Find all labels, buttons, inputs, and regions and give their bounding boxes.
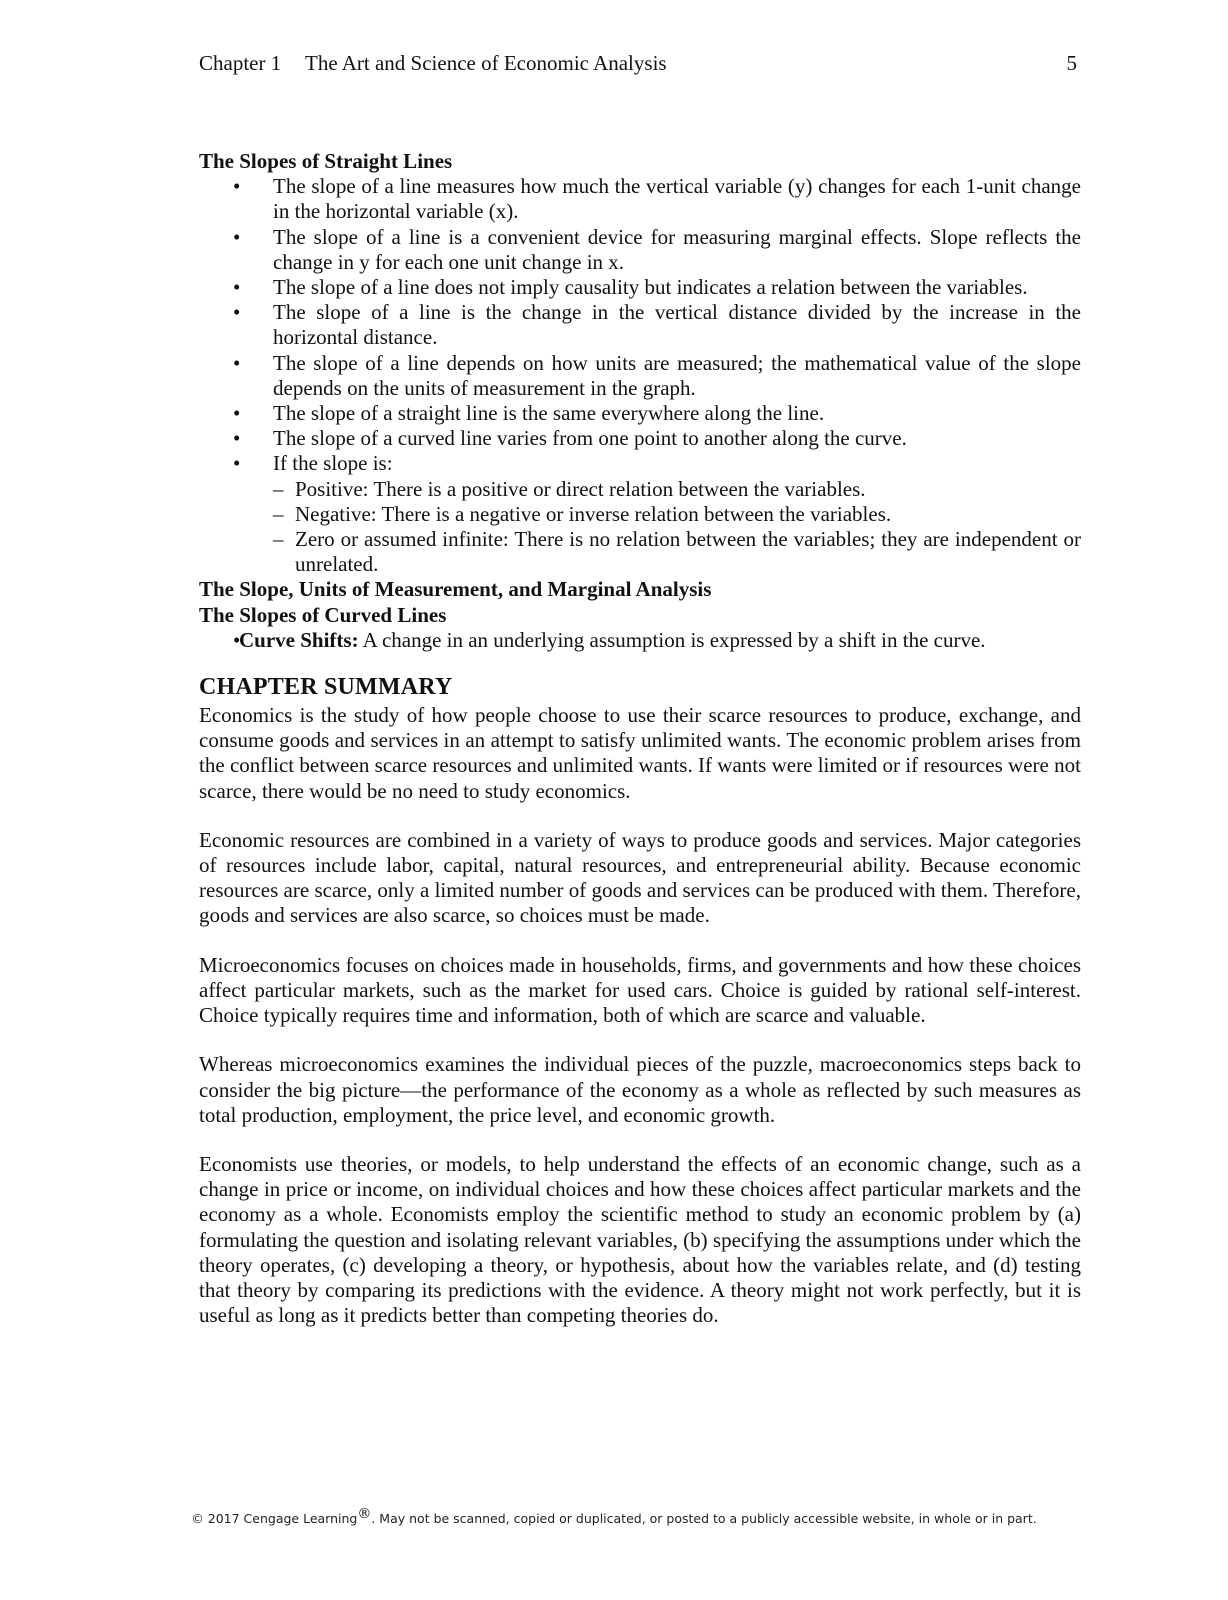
sub-list-item bbox=[199, 502, 1081, 527]
straight-lines-list bbox=[199, 174, 1081, 476]
list-item-text: The slope of a line is a convenient device for measuring marginal effects. Slope reflects the change in y for each one unit change in x. bbox=[273, 224, 1081, 274]
list-item bbox=[199, 300, 1081, 350]
list-item bbox=[199, 451, 1081, 476]
chapter-number: Chapter 1 bbox=[199, 51, 282, 75]
slope-sign-sublist bbox=[199, 477, 1081, 578]
summary-paragraph: Economics is the study of how people choose to use their scarce resources to produce, exchange, and consume goods and services in an attempt to satisfy unlimited wants. The economic problem arises from the conflict between scarce resources and unlimited wants. If wants were limited or if resources were not scarce, there would be no need to study economics. bbox=[199, 703, 1081, 803]
curve-shifts-text: A change in an underlying assumption is expressed by a shift in the curve. bbox=[358, 627, 986, 652]
curve-shifts-item bbox=[199, 628, 1081, 653]
summary-paragraph: Whereas microeconomics examines the individual pieces of the puzzle, macroeconomics steps back to consider the big picture—the performance of the economy as a whole as reflected by such measures as total production, employment, the price level, and economic growth. bbox=[199, 1052, 1081, 1127]
list-item-text: If the slope is: bbox=[273, 451, 393, 476]
bullet-icon: • bbox=[233, 300, 241, 325]
chapter-summary-heading: CHAPTER SUMMARY bbox=[199, 674, 453, 701]
copyright-notice: . May not be scanned, copied or duplicated, or posted to a publicly accessible website, in whole or in part. bbox=[371, 1511, 1037, 1526]
curve-shifts-label: Curve Shifts: bbox=[239, 627, 359, 652]
list-item bbox=[199, 351, 1081, 401]
list-item-text: The slope of a straight line is the same everywhere along the line. bbox=[273, 401, 825, 426]
dash-icon: – bbox=[273, 476, 284, 501]
sub-list-item-text: Positive: There is a positive or direct relation between the variables. bbox=[295, 476, 866, 501]
chapter-title: The Art and Science of Economic Analysis bbox=[305, 51, 667, 75]
list-item-text: The slope of a line is the change in the vertical distance divided by the increase in the horizontal distance. bbox=[273, 300, 1081, 350]
page-number: 5 bbox=[1066, 51, 1077, 75]
sub-list-item-text: Negative: There is a negative or inverse relation between the variables. bbox=[295, 501, 892, 526]
dash-icon: – bbox=[273, 501, 284, 526]
summary-paragraph: Economists use theories, or models, to help understand the effects of an economic change, such as a change in price or income, on individual choices and how these choices affect particular markets and the economy as a whole. Economists employ the scientific method to study an economic problem by (a) formulating the question and isolating relevant variables, (b) specifying the assumptions under which the theory operates, (c) developing a theory, or hypothesis, about how the variables relate, and (d) testing that theory by comparing its predictions with the evidence. A theory might not work perfectly, but it is useful as long as it predicts better than competing theories do. bbox=[199, 1151, 1081, 1328]
list-item-text: The slope of a curved line varies from one point to another along the curve. bbox=[273, 426, 907, 451]
bullet-icon: • bbox=[233, 426, 241, 451]
bullet-icon: • bbox=[233, 451, 241, 476]
bullet-icon: • bbox=[233, 401, 241, 426]
summary-paragraph: Economic resources are combined in a variety of ways to produce goods and services. Major categories of resources include labor, capital, natural resources, and entrepreneurial ability. Because economic resources are scarce, only a limited number of goods and services can be produced with them. Therefore, goods and services are also scarce, so choices must be made. bbox=[199, 827, 1081, 928]
list-item-text: The slope of a line does not imply causality but indicates a relation between the variables. bbox=[273, 275, 1028, 300]
list-item bbox=[199, 174, 1081, 224]
section-heading-marginal-analysis: The Slope, Units of Measurement, and Marginal Analysis bbox=[199, 577, 712, 602]
summary-paragraph: Microeconomics focuses on choices made in households, firms, and governments and how these choices affect particular markets, such as the market for used cars. Choice is guided by rational self-interest. Choice typically requires time and information, both of which are scarce and valuable. bbox=[199, 952, 1081, 1028]
registered-mark: ® bbox=[357, 1506, 372, 1522]
list-item bbox=[199, 225, 1081, 275]
list-item-text: The slope of a line depends on how units are measured; the mathematical value of the slope depends on the units of measurement in the graph. bbox=[273, 350, 1081, 400]
list-item bbox=[199, 275, 1081, 300]
sub-list-item bbox=[199, 527, 1081, 577]
copyright-footer bbox=[0, 1506, 1228, 1526]
page-content bbox=[199, 149, 1081, 1352]
bullet-icon: • bbox=[233, 350, 241, 375]
section-heading-straight-lines: The Slopes of Straight Lines bbox=[199, 149, 453, 173]
sub-list-item-text: Zero or assumed infinite: There is no relation between the variables; they are independent or unrelated. bbox=[295, 527, 1081, 577]
bullet-icon: • bbox=[233, 275, 241, 300]
section-heading-curved-lines: The Slopes of Curved Lines bbox=[199, 602, 447, 627]
bullet-icon: • bbox=[233, 627, 241, 652]
sub-list-item bbox=[199, 477, 1081, 502]
list-item bbox=[199, 401, 1081, 426]
list-item-text: The slope of a line measures how much the vertical variable (y) changes for each 1-unit change in the horizontal variable (x). bbox=[273, 174, 1081, 224]
page-header bbox=[199, 48, 1077, 78]
list-item bbox=[199, 426, 1081, 451]
copyright-text: © 2017 Cengage Learning bbox=[191, 1511, 358, 1526]
dash-icon: – bbox=[273, 527, 284, 552]
bullet-icon: • bbox=[233, 224, 241, 249]
bullet-icon: • bbox=[233, 174, 241, 199]
